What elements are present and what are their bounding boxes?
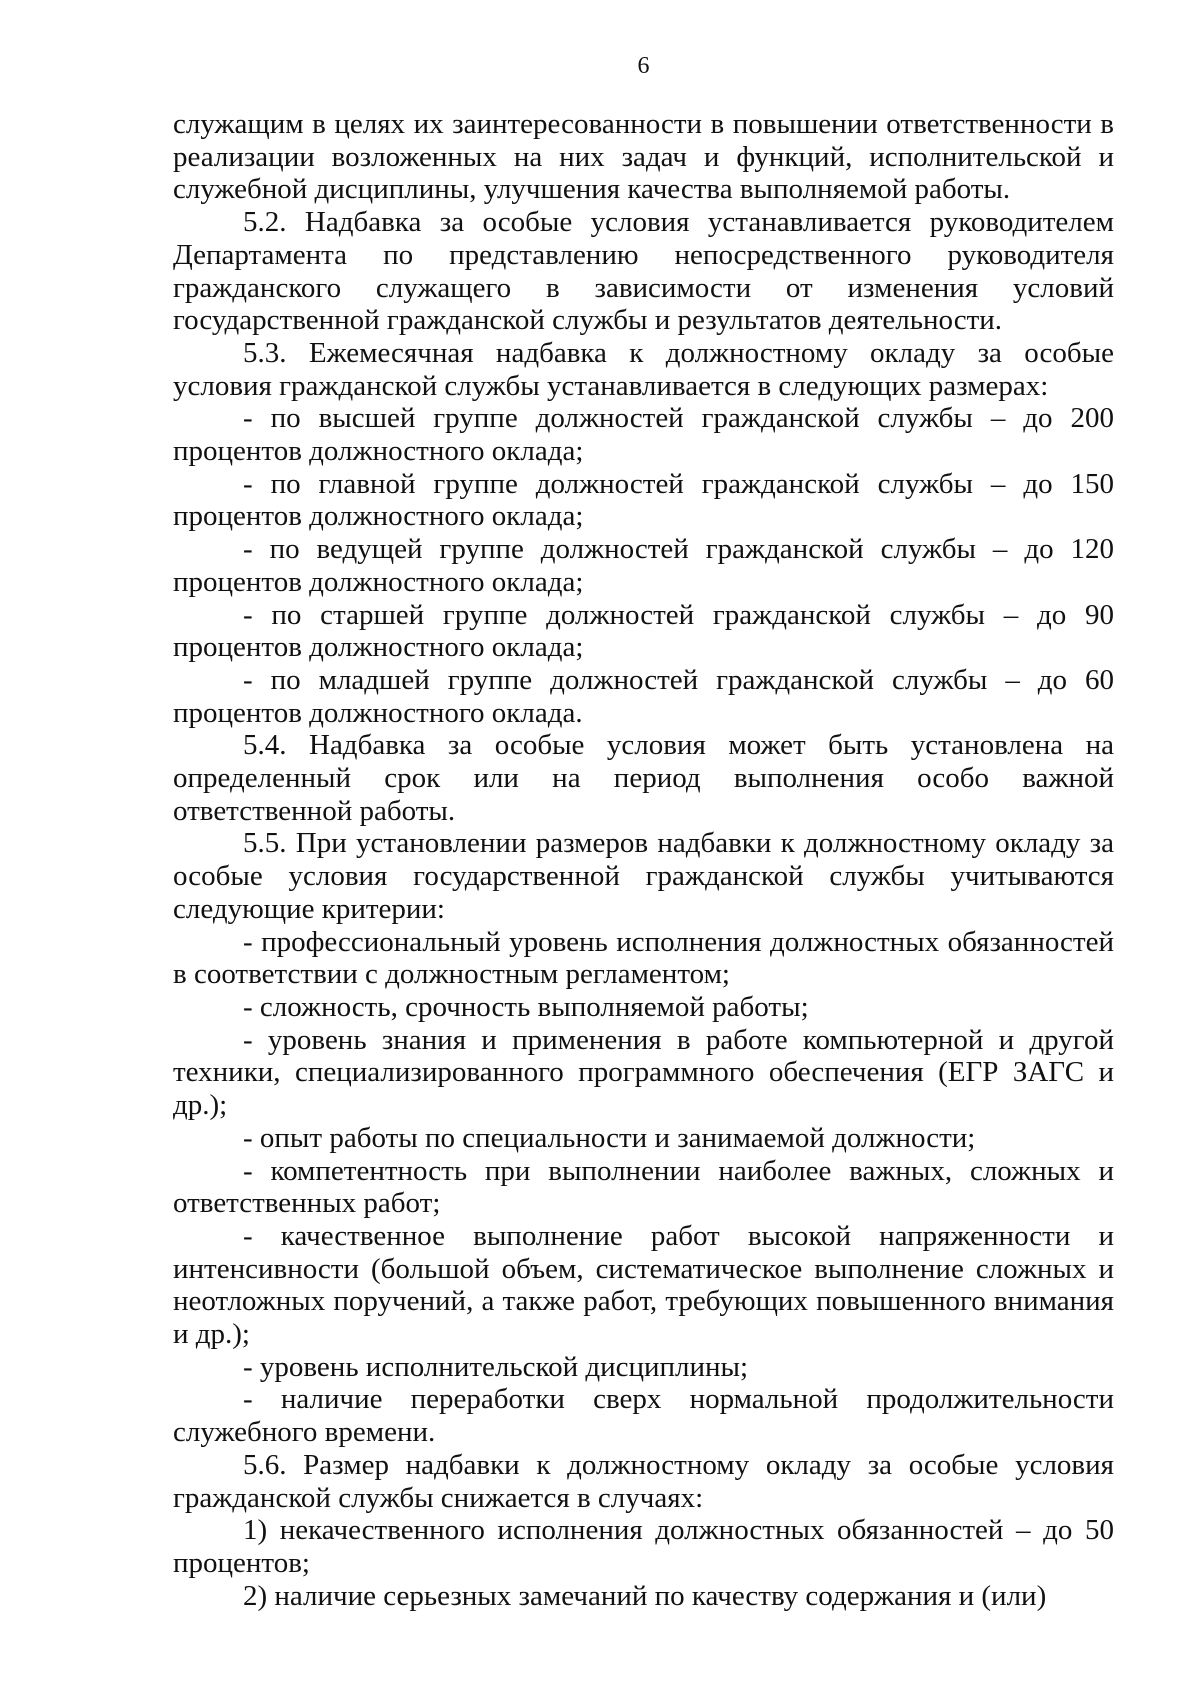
paragraph: - профессиональный уровень исполнения должностных обязанностей в соответствии с должностным регламентом; [173,925,1114,991]
paragraph: - уровень знания и применения в работе компьютерной и другой техники, специализированного программного обеспечения (ЕГР ЗАГС и др.); [173,1023,1114,1122]
paragraph: - сложность, срочность выполняемой работы; [243,990,809,1023]
paragraph: - по ведущей группе должностей гражданской службы – до 120 процентов должностного оклада; [173,533,1114,598]
paragraph: 5.3. Ежемесячная надбавка к должностному окладу за особые условия гражданской службы устанавливается в следующих размерах: [173,336,1114,402]
paragraph: - по высшей группе должностей гражданской службы – до 200 процентов должностного оклада; [173,402,1114,468]
paragraph: 5.5. При установлении размеров надбавки к должностному окладу за особые условия государственной гражданской службы учитываются следующие критерии: [173,827,1114,925]
paragraph: - компетентность при выполнении наиболее важных, сложных и ответственных работ; [173,1154,1114,1220]
paragraph: - по младшей группе должностей гражданской службы – до 60 процентов должностного оклада. [173,663,1114,729]
page-number: 6 [637,53,650,79]
document-body [173,108,1114,1612]
paragraph: - качественное выполнение работ высокой напряженности и интенсивности (большой объем, систематическое выполнение сложных и неотложных поручений, а также работ, требующих повышенного внимания и др.); [173,1219,1114,1351]
paragraph: - по старшей группе должностей гражданской службы – до 90 процентов должностного оклада; [173,598,1114,664]
paragraph: - по главной группе должностей гражданской службы – до 150 процентов должностного оклада; [173,467,1114,533]
paragraph: - наличие переработки сверх нормальной продолжительности служебного времени. [173,1383,1114,1449]
paragraph: - опыт работы по специальности и занимаемой должности; [243,1121,976,1154]
paragraph: служащим в целях их заинтересованности в повышении ответственности в реализации возложенных на них задач и функций, исполнительской и служебной дисциплины, улучшения качества выполняемой работы. [173,108,1114,206]
paragraph: 5.6. Размер надбавки к должностному окладу за особые условия гражданской службы снижается в случаях: [173,1448,1114,1514]
paragraph: 2) наличие серьезных замечаний по качеству содержания и (или) [243,1579,1047,1612]
paragraph: 1) некачественного исполнения должностных обязанностей – до 50 процентов; [173,1514,1114,1579]
paragraph: - уровень исполнительской дисциплины; [243,1350,749,1383]
paragraph: 5.2. Надбавка за особые условия устанавливается руководителем Департамента по представлению непосредственного руководителя гражданского служащего в зависимости от изменения условий государственной гражданской службы и результатов деятельности. [173,206,1114,337]
paragraph: 5.4. Надбавка за особые условия может быть установлена на определенный срок или на период выполнения особо важной ответственной работы. [173,729,1114,827]
